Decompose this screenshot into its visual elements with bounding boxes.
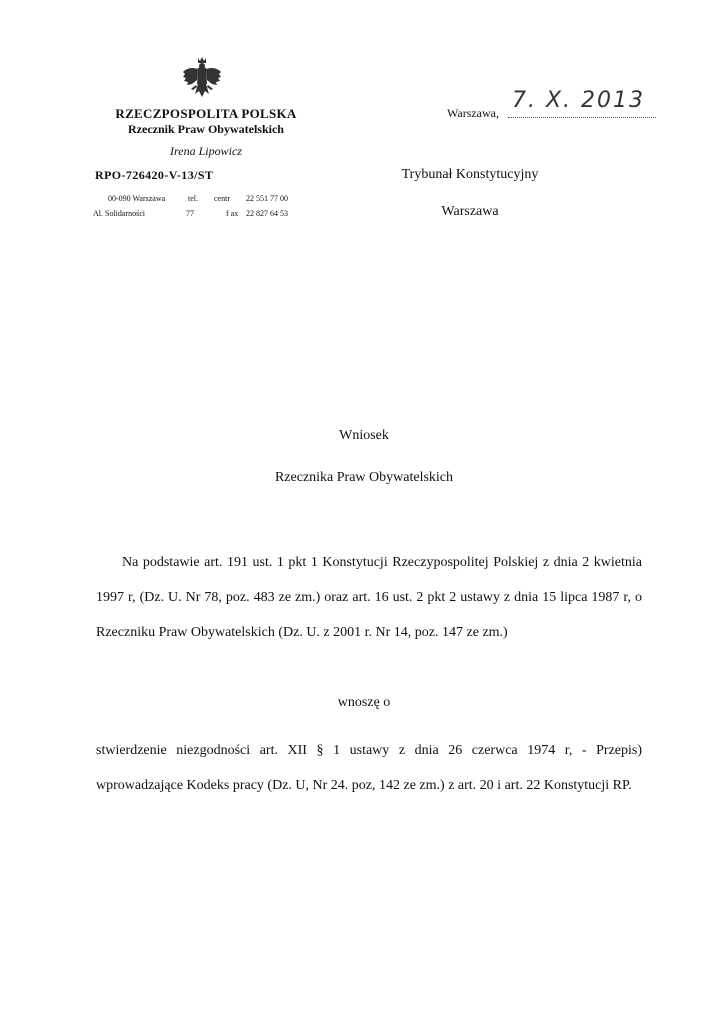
organization-name: RZECZPOSPOLITA POLSKA <box>115 106 297 121</box>
request-paragraph: stwierdzenie niezgodności art. XII § 1 ustawy z dnia 26 czerwca 1974 r, - Przepis) wprowadzające Kodeks pracy (Dz. U, Nr 24. poz, 142 ze zm.) z art. 20 i art. 22 Konstytucji RP. <box>96 743 642 793</box>
address-fax-number: 22 827 64 53 <box>246 209 288 218</box>
address-street: Al. Solidarności <box>93 209 145 218</box>
request-phrase: wnoszę o <box>337 695 391 710</box>
address-tel-label: tel. <box>188 194 198 203</box>
person-name: Irena Lipowicz <box>170 144 242 158</box>
address-number: 77 <box>186 209 194 218</box>
address-tel-number: 22 551 77 00 <box>246 194 288 203</box>
recipient-city: Warszawa <box>441 204 499 219</box>
office-name: Rzecznik Praw Obywatelskich <box>128 122 284 136</box>
handwritten-date: 7. X. 2013 <box>512 88 646 113</box>
reference-number: RPO-726420-V-13/ST <box>95 168 214 182</box>
address-postal-city: 00-090 Warszawa <box>108 194 166 203</box>
address-tel-type: centr <box>214 194 230 203</box>
dateline-dotted-line <box>508 117 656 118</box>
document-subtitle: Rzecznika Praw Obywatelskich <box>274 470 454 485</box>
dateline-place: Warszawa, <box>447 106 500 120</box>
legal-basis-paragraph: Na podstawie art. 191 ust. 1 pkt 1 Konstytucji Rzeczypospolitej Polskiej z dnia 2 kwietnia 1997 r, (Dz. U. Nr 78, poz. 483 ze zm.) oraz art. 16 ust. 2 pkt 2 ustawy z dnia 15 lipca 1987 r, o Rzeczniku Praw Obywatelskich (Dz. U. z 2001 r. Nr 14, poz. 147 ze zm.) <box>96 555 642 640</box>
document-title: Wniosek <box>339 428 389 443</box>
eagle-emblem-icon <box>181 56 223 100</box>
address-fax-label: f ax <box>226 209 239 218</box>
recipient-name: Trybunał Konstytucyjny <box>401 167 539 182</box>
